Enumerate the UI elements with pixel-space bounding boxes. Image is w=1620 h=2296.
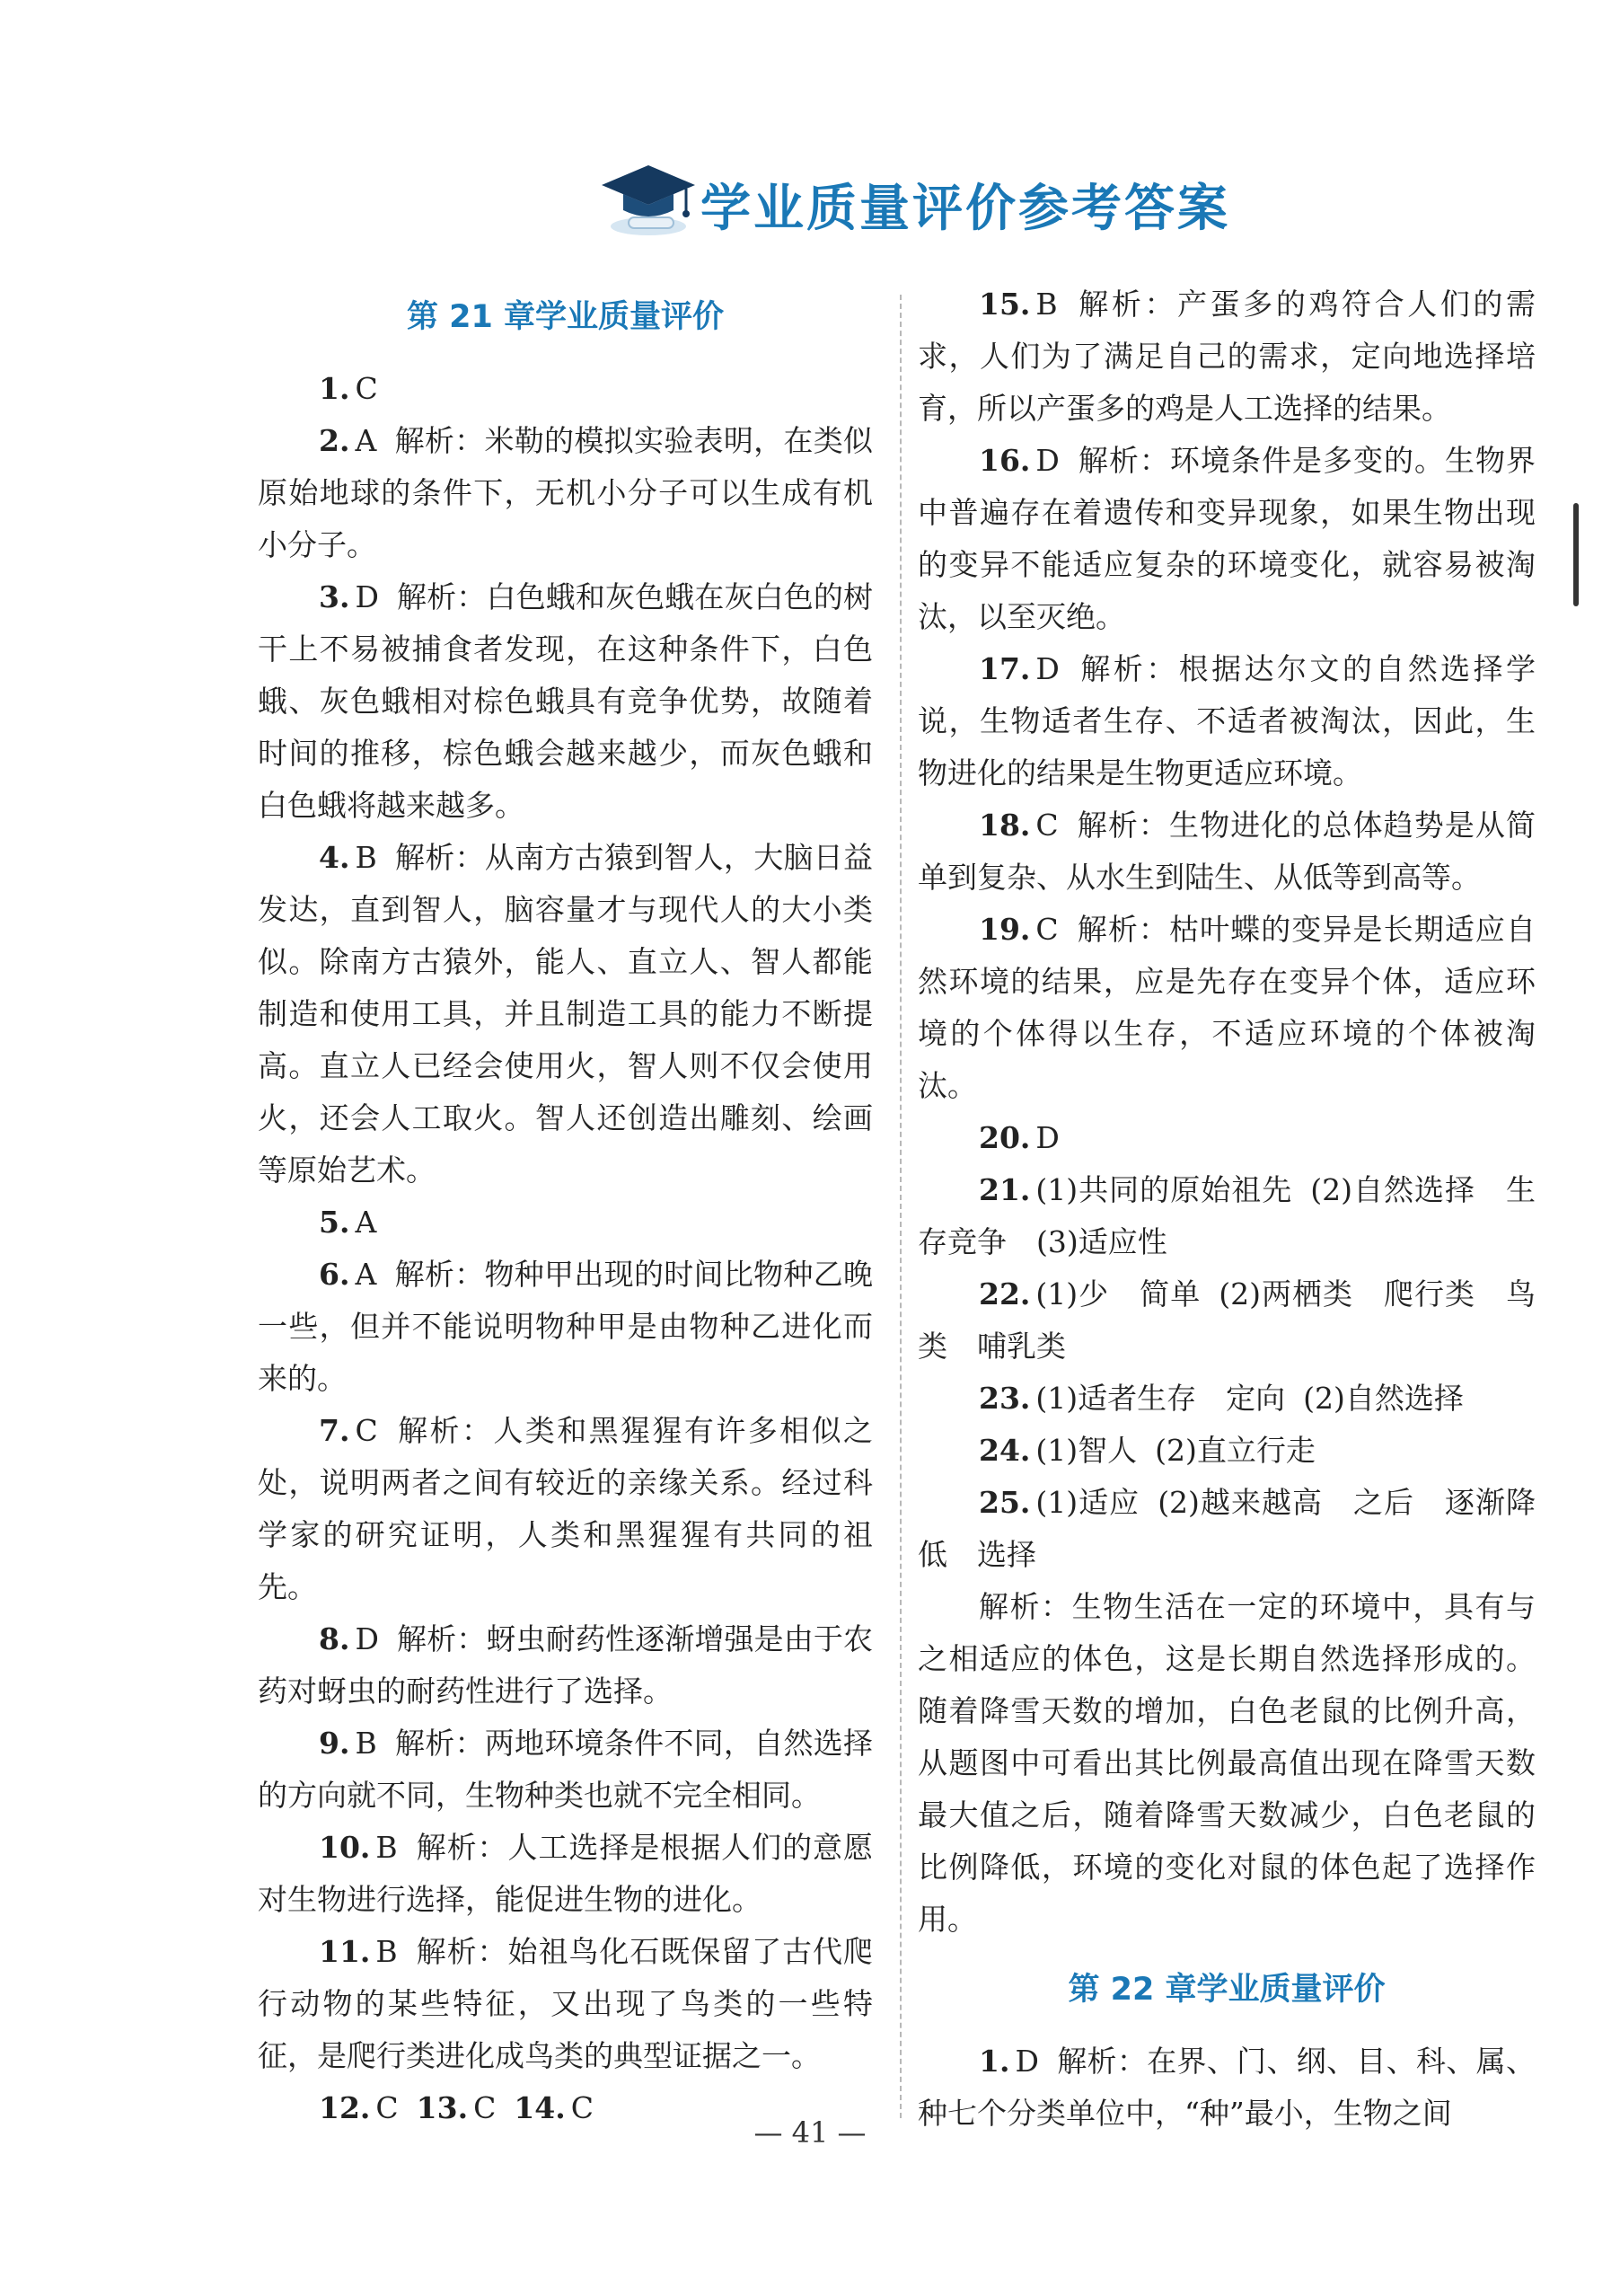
answer-item: 24. (1)智人 (2)直立行走	[979, 1433, 1316, 1468]
answer-item: 25. (1)适应 (2)越来越高 之后 逐渐降低 选择	[918, 1485, 1536, 1572]
answer-item: 12. C 13. C 14. C	[319, 2090, 594, 2125]
answer-item: 8. D 解析：蚜虫耐药性逐渐增强是由于农药对蚜虫的耐药性进行了选择。	[258, 1621, 873, 1709]
answer-item: 23. (1)适者生存 定向 (2)自然选择	[979, 1381, 1464, 1416]
answer-item: 20. D	[979, 1120, 1060, 1155]
answer-item: 9. B 解析：两地环境条件不同，自然选择的方向就不同，生物种类也就不完全相同。	[258, 1726, 873, 1813]
chapter-heading: 第 22 章学业质量评价	[1068, 1972, 1386, 2008]
left-column	[258, 278, 873, 2134]
answer-item: 15. B 解析：产蛋多的鸡符合人们的需求，人们为了满足自己的需求，定向地选择培育，所以产蛋多的鸡是人工选择的结果。	[918, 287, 1536, 426]
answer-item: 19. C 解析：枯叶蝶的变异是长期适应自然环境的结果，应是先存在变异个体，适应环境的个体得以生存，不适应环境的个体被淘汰。	[918, 912, 1536, 1103]
answer-item: 10. B 解析：人工选择是根据人们的意愿对生物进行选择，能促进生物的进化。	[258, 1830, 873, 1917]
answer-item: 18. C 解析：生物进化的总体趋势是从简单到复杂、从水生到陆生、从低等到高等。	[918, 808, 1536, 895]
page-title: 学业质量评价参考答案	[700, 180, 1230, 238]
graduation-cap-icon	[593, 155, 700, 244]
answer-item: 16. D 解析：环境条件是多变的。生物界中普遍存在着遗传和变异现象，如果生物出现的变异不能适应复杂的环境变化，就容易被淘汰，以至灭绝。	[918, 443, 1536, 634]
answer-item: 11. B 解析：始祖鸟化石既保留了古代爬行动物的某些特征，又出现了鸟类的一些特征，是爬行类进化成鸟类的典型证据之一。	[258, 1934, 873, 2073]
answer-item: 22. (1)少 简单 (2)两栖类 爬行类 鸟类 哺乳类	[918, 1276, 1536, 1364]
answer-item: 6. A 解析：物种甲出现的时间比物种乙晚一些，但并不能说明物种甲是由物种乙进化而来的。	[258, 1257, 873, 1396]
right-column	[918, 278, 1536, 2140]
margin-mark	[1573, 503, 1579, 606]
chapter-heading: 第 21 章学业质量评价	[406, 299, 725, 335]
answer-item: 17. D 解析：根据达尔文的自然选择学说，生物适者生存、不适者被淘汰，因此，生物进化的结果是生物更适应环境。	[918, 651, 1536, 790]
page-header	[593, 155, 1311, 253]
answer-item: 3. D 解析：白色蛾和灰色蛾在灰白色的树干上不易被捕食者发现，在这种条件下，白色蛾、灰色蛾相对棕色蛾具有竞争优势，故随着时间的推移，棕色蛾会越来越少，而灰色蛾和白色蛾将越来越多。	[258, 579, 873, 823]
page-number: — 41 —	[753, 2115, 867, 2150]
analysis-paragraph: 解析：生物生活在一定的环境中，具有与之相适应的体色，这是长期自然选择形成的。随着降雪天数的增加，白色老鼠的比例升高，从题图中可看出其比例最高值出现在降雪天数最大值之后，随着降雪天数减少，白色老鼠的比例降低，环境的变化对鼠的体色起了选择作用。	[918, 1589, 1536, 1937]
answer-item: 2. A 解析：米勒的模拟实验表明，在类似原始地球的条件下，无机小分子可以生成有机小分子。	[258, 423, 873, 562]
answer-item: 1. D 解析：在界、门、纲、目、科、属、种七个分类单位中，“种”最小，生物之间	[918, 2044, 1536, 2131]
answer-item: 4. B 解析：从南方古猿到智人，大脑日益发达，直到智人，脑容量才与现代人的大小类似。除南方古猿外，能人、直立人、智人都能制造和使用工具，并且制造工具的能力不断提高。直立人已经会使用火，智人则不仅会使用火，还会人工取火。智人还创造出雕刻、绘画等原始艺术。	[258, 840, 873, 1188]
answer-item: 1. C	[319, 371, 378, 406]
answer-item: 5. A	[319, 1205, 377, 1240]
answer-item: 21. (1)共同的原始祖先 (2)自然选择 生存竞争 (3)适应性	[918, 1172, 1536, 1259]
answer-item: 7. C 解析：人类和黑猩猩有许多相似之处，说明两者之间有较近的亲缘关系。经过科学家的研究证明，人类和黑猩猩有共同的祖先。	[258, 1413, 873, 1604]
column-divider	[900, 295, 902, 2118]
